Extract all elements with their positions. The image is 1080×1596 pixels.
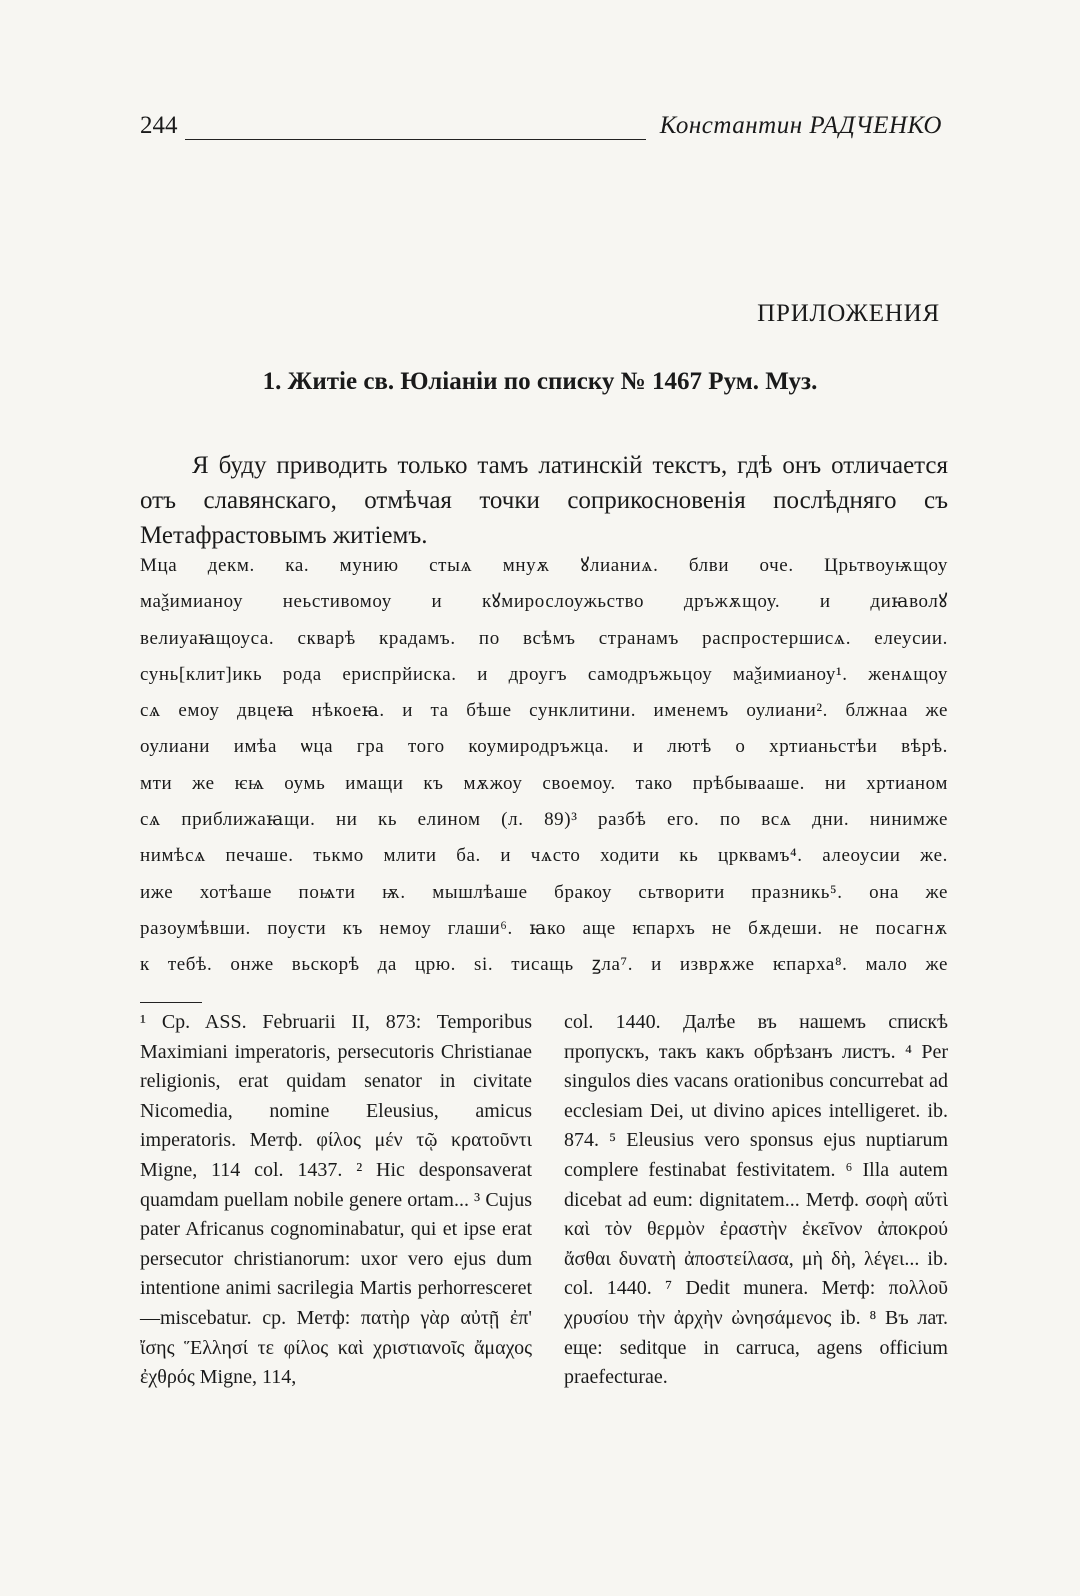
slavonic-line: Мца декм. ка. мунию стыѧ мнуѫ ꙋлианиѧ. блви оче. Црьтвоуѭщоу bbox=[140, 555, 948, 576]
page-number: 244 bbox=[140, 112, 178, 139]
page-header bbox=[140, 112, 942, 152]
intro-text: Я буду приводить только тамъ латинскій текстъ, гдѣ онъ отличается отъ славянскаго, отмѣчая точки соприкосновенія послѣдняго съ Метафрастовымъ житіемъ. bbox=[140, 452, 948, 549]
slavonic-line: велиуаꙗщоуса. скварѣ крадамъ. по всѣмъ странамъ распростершисѧ. елеусии. bbox=[140, 627, 948, 649]
slavonic-line: мти же ѥѩ оумь имащи къ мѫжоу своемоу. тако прѣбывааше. ни хртианом bbox=[140, 772, 948, 794]
footnote-rule bbox=[140, 1002, 202, 1003]
slavonic-line: оулиани имѣа ѡца гра того коумиродръжца. и лютѣ о хртианьстѣи вѣрѣ. bbox=[140, 736, 948, 758]
document-title: 1. Житіе св. Юліаніи по списку № 1467 Рум. Муз. bbox=[262, 368, 818, 395]
footnotes-left-column bbox=[140, 1008, 532, 1393]
slavonic-line: сѧ приближаꙗщи. ни кь елином (л. 89)³ разбѣ его. по всѧ дни. нинимже bbox=[140, 809, 948, 831]
church-slavonic-text bbox=[140, 548, 948, 984]
slavonic-line: нимѣсѧ печаше. тькмо млити ба. и чѧсто ходити кь црквамъ⁴. алеоусии же. bbox=[140, 845, 948, 867]
footnotes-right-column bbox=[564, 1008, 948, 1393]
slavonic-line: разоумѣвши. поусти къ немоу глаши⁶. ꙗко аще ѥпархъ не бѫдеши. не посагнѫ bbox=[140, 917, 948, 939]
slavonic-line: сѧ емоу двцеꙗ нѣкоеꙗ. и та бѣше сунклитини. именемъ оулиани². блжнаа же bbox=[140, 700, 948, 722]
section-title: ПРИЛОЖЕНИЯ bbox=[757, 300, 940, 327]
footnote-text: ¹ Cp. ASS. Februarii II, 873: Temporibus Maximiani imperatoris, persecutoris Christianae religionis, erat quidam senator in civitate Nicomedia, nomine Eleusius, amicus imperatoris. Метф. φίλος μέν τῷ κρατοῦντι Migne, 114 col. 1437. ² Hic desponsaverat quamdam puellam nobile genere ortam... ³ Cujus pater Africanus cognominabatur, qui et ipse erat persecutor christianorum: uxor vero ejus dum intentione animi sacrilegia Martis perhorresceret—miscebatur. ср. Метф: πατὴρ γὰρ αὐτῇ ἐπ' ἴσης Ἕλλησί τε φίλος καὶ χριστιανοῖς ἄμαχος ἐχθρός Migne, 114, bbox=[140, 1011, 532, 1389]
slavonic-line: маѯимианоу неьстивомоу и кꙋмирослоужьство дръжѫщоу. и диꙗволꙋ bbox=[140, 591, 948, 613]
running-title: Константин РАДЧЕНКО bbox=[659, 112, 942, 139]
intro-paragraph bbox=[140, 448, 948, 553]
slavonic-line: иже хотѣаше поѩти ѭ. мышлѣаше бракоу сьтворити празникь⁵. она же bbox=[140, 881, 948, 903]
slavonic-line: к тебѣ. онже вьскорѣ да црю. ѕі. тисащь ꙁла⁷. и изврѫже ѥпарха⁸. мало же bbox=[140, 954, 948, 976]
slavonic-line: сунь[клит]икь рода ериспрйиска. и дроугъ самодръжьцоу маѯимианоу¹. женѧщоу bbox=[140, 663, 948, 685]
footnote-text: col. 1440. Далѣе въ нашемъ спискѣ пропускъ, такъ какъ обрѣзанъ листъ. ⁴ Per singulos dies vacans orationibus concurrebat ad ecclesiam Dei, ut divino apices intelligeret. ib. 874. ⁵ Eleusius vero sponsus ejus nuptiarum complere festinabat festivitatem. ⁶ Illa autem dicebat ad eum: dignitatem... Метф. σοφὴ αὕτὶ καὶ τὸν θερμὸν ἐραστὴν ἐκεῖνον ἀποκρού ἄσθαι δυνατὴ ἀποστείλασα, μὴ δὴ, λέγει... ib. col. 1440. ⁷ Dedit munera. Метф: πολλοῦ χρυσίου τὴν ἀρχὴν ὠνησάμενος ib. ⁸ Въ лат. еще: seditque in carruca, agens officium praefecturae. bbox=[564, 1011, 948, 1389]
header-rule bbox=[185, 139, 646, 140]
